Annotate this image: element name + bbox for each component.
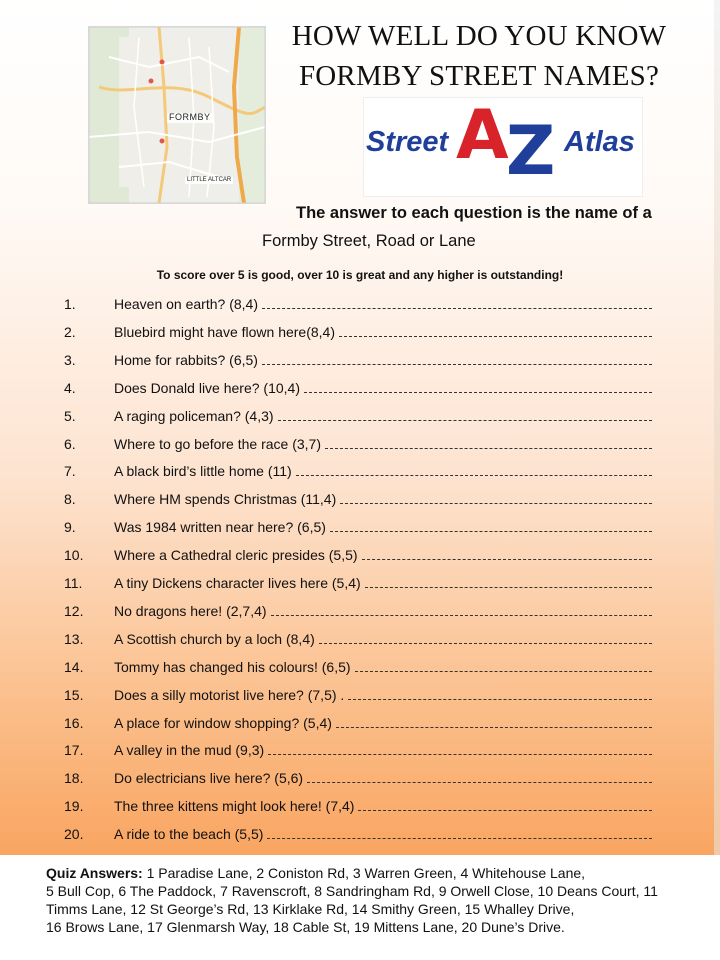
- answer-blank: [296, 467, 652, 476]
- map-label-formby: FORMBY: [169, 112, 211, 122]
- question-answer-line: [114, 519, 652, 535]
- answer-blank: [278, 412, 652, 421]
- question-row: [0, 352, 720, 372]
- question-number: 16.: [64, 714, 84, 731]
- question-text: A ride to the beach (5,5): [114, 826, 264, 843]
- question-number: 2.: [64, 323, 76, 340]
- question-text: The three kittens might look here! (7,4): [114, 798, 355, 815]
- question-text: Do electricians live here? (5,6): [114, 770, 304, 787]
- question-row: [0, 519, 720, 539]
- answers-text-1: 1 Paradise Lane, 2 Coniston Rd, 3 Warren Green, 4 Whitehouse Lane,: [146, 865, 586, 881]
- question-row: [0, 798, 720, 818]
- title-line-2: FORMBY STREET NAMES?: [298, 60, 660, 92]
- answer-blank: [330, 523, 652, 532]
- question-text: A place for window shopping? (5,4): [114, 714, 332, 731]
- answer-blank: [262, 356, 652, 365]
- question-row: [0, 631, 720, 651]
- title-line-1: HOW WELL DO YOU KNOW: [291, 20, 667, 52]
- question-number: 4.: [64, 379, 76, 396]
- question-number: 17.: [64, 742, 84, 759]
- question-row: [0, 324, 720, 344]
- question-row: [0, 826, 720, 846]
- question-row: [0, 463, 720, 483]
- question-answer-line: [114, 436, 652, 452]
- question-row: [0, 575, 720, 595]
- question-answer-line: [114, 715, 652, 731]
- question-text: Where a Cathedral cleric presides (5,5): [114, 547, 358, 564]
- question-number: 12.: [64, 602, 84, 619]
- answer-blank: [362, 551, 652, 560]
- answer-blank: [340, 495, 652, 504]
- question-text: Tommy has changed his colours! (6,5): [114, 658, 351, 675]
- question-answer-line: [114, 408, 652, 424]
- question-answer-line: [114, 742, 652, 758]
- answer-blank: [358, 802, 652, 811]
- question-text: Where to go before the race (3,7): [114, 435, 321, 452]
- question-number: 3.: [64, 351, 76, 368]
- question-answer-line: [114, 770, 652, 786]
- question-answer-line: [114, 463, 652, 479]
- question-number: 20.: [64, 826, 84, 843]
- question-number: 8.: [64, 491, 76, 508]
- question-row: [0, 296, 720, 316]
- answers-line-1: [46, 864, 706, 882]
- question-text: Does a silly motorist live here? (7,5) .: [114, 686, 345, 703]
- question-answer-line: [114, 491, 652, 507]
- question-number: 14.: [64, 658, 84, 675]
- answer-blank: [355, 663, 652, 672]
- logo-letter-z: Z: [506, 112, 556, 191]
- answer-blank: [336, 719, 652, 728]
- logo-letter-a: A: [456, 96, 509, 175]
- question-number: 13.: [64, 630, 84, 647]
- question-number: 19.: [64, 798, 84, 815]
- question-number: 15.: [64, 686, 84, 703]
- answer-blank: [348, 691, 652, 700]
- question-answer-line: [114, 296, 652, 312]
- answer-blank: [307, 774, 652, 783]
- instructions-line-2: Formby Street, Road or Lane: [262, 232, 476, 250]
- answers-line-3: Timms Lane, 12 St George’s Rd, 13 Kirklake Rd, 14 Smithy Green, 15 Whalley Drive,: [46, 901, 575, 917]
- question-text: Bluebird might have flown here(8,4): [114, 323, 336, 340]
- question-row: [0, 547, 720, 567]
- logo-street-text: Street: [366, 126, 449, 158]
- question-row: [0, 687, 720, 707]
- question-answer-line: [114, 659, 652, 675]
- instructions-line-1: The answer to each question is the name of a: [296, 204, 652, 222]
- question-answer-line: [114, 380, 652, 396]
- question-number: 9.: [64, 519, 76, 536]
- question-answer-line: [114, 798, 652, 814]
- answer-blank: [271, 607, 652, 616]
- question-answer-line: [114, 631, 652, 647]
- logo-atlas-text: Atlas: [564, 126, 635, 158]
- answer-blank: [319, 635, 652, 644]
- answers-line-2: 5 Bull Cop, 6 The Paddock, 7 Ravenscroft, 8 Sandringham Rd, 9 Orwell Close, 10 Deans Court, 11: [46, 883, 658, 899]
- question-row: [0, 436, 720, 456]
- street-map-image: [88, 26, 266, 204]
- question-row: [0, 408, 720, 428]
- question-row: [0, 742, 720, 762]
- question-row: [0, 380, 720, 400]
- question-answer-line: [114, 826, 652, 842]
- question-text: Heaven on earth? (8,4): [114, 296, 258, 312]
- answer-blank: [268, 746, 652, 755]
- answer-blank: [262, 300, 652, 309]
- question-answer-line: [114, 547, 652, 563]
- question-text: A raging policeman? (4,3): [114, 407, 274, 424]
- question-row: [0, 659, 720, 679]
- question-answer-line: [114, 687, 652, 703]
- question-row: [0, 491, 720, 511]
- question-number: 5.: [64, 407, 76, 424]
- question-text: Was 1984 written near here? (6,5): [114, 519, 326, 536]
- street-atlas-logo: [364, 98, 642, 196]
- question-text: A valley in the mud (9,3): [114, 742, 265, 759]
- answer-blank: [339, 328, 652, 337]
- question-text: Where HM spends Christmas (11,4): [114, 491, 337, 508]
- question-text: A Scottish church by a loch (8,4): [114, 630, 315, 647]
- question-answer-line: [114, 575, 652, 591]
- question-number: 7.: [64, 463, 76, 480]
- question-number: 6.: [64, 435, 76, 452]
- answers-label: Quiz Answers:: [46, 865, 143, 881]
- answers-line-4: 16 Brows Lane, 17 Glenmarsh Way, 18 Cable St, 19 Mittens Lane, 20 Dune’s Drive.: [46, 919, 565, 935]
- answer-blank: [365, 579, 652, 588]
- scoring-note: To score over 5 is good, over 10 is great and any higher is outstanding!: [156, 268, 564, 282]
- question-answer-line: [114, 324, 652, 340]
- question-answer-line: [114, 603, 652, 619]
- question-answer-line: [114, 352, 652, 368]
- answer-blank: [325, 440, 652, 449]
- answer-blank: [304, 384, 652, 393]
- question-row: [0, 603, 720, 623]
- question-number: 1.: [64, 296, 76, 312]
- map-label-little-altcar: LITTLE ALTCAR: [187, 177, 232, 183]
- question-text: A black bird’s little home (11): [114, 463, 292, 480]
- answer-blank: [267, 830, 652, 839]
- question-number: 18.: [64, 770, 84, 787]
- question-text: Home for rabbits? (6,5): [114, 351, 258, 368]
- quiz-answers: [46, 864, 706, 936]
- question-number: 10.: [64, 547, 84, 564]
- question-text: No dragons here! (2,7,4): [114, 602, 267, 619]
- question-row: [0, 770, 720, 790]
- question-number: 11.: [64, 575, 83, 591]
- question-text: A tiny Dickens character lives here (5,4): [114, 575, 361, 591]
- page-title: [270, 16, 688, 96]
- question-text: Does Donald live here? (10,4): [114, 379, 300, 396]
- question-row: [0, 715, 720, 735]
